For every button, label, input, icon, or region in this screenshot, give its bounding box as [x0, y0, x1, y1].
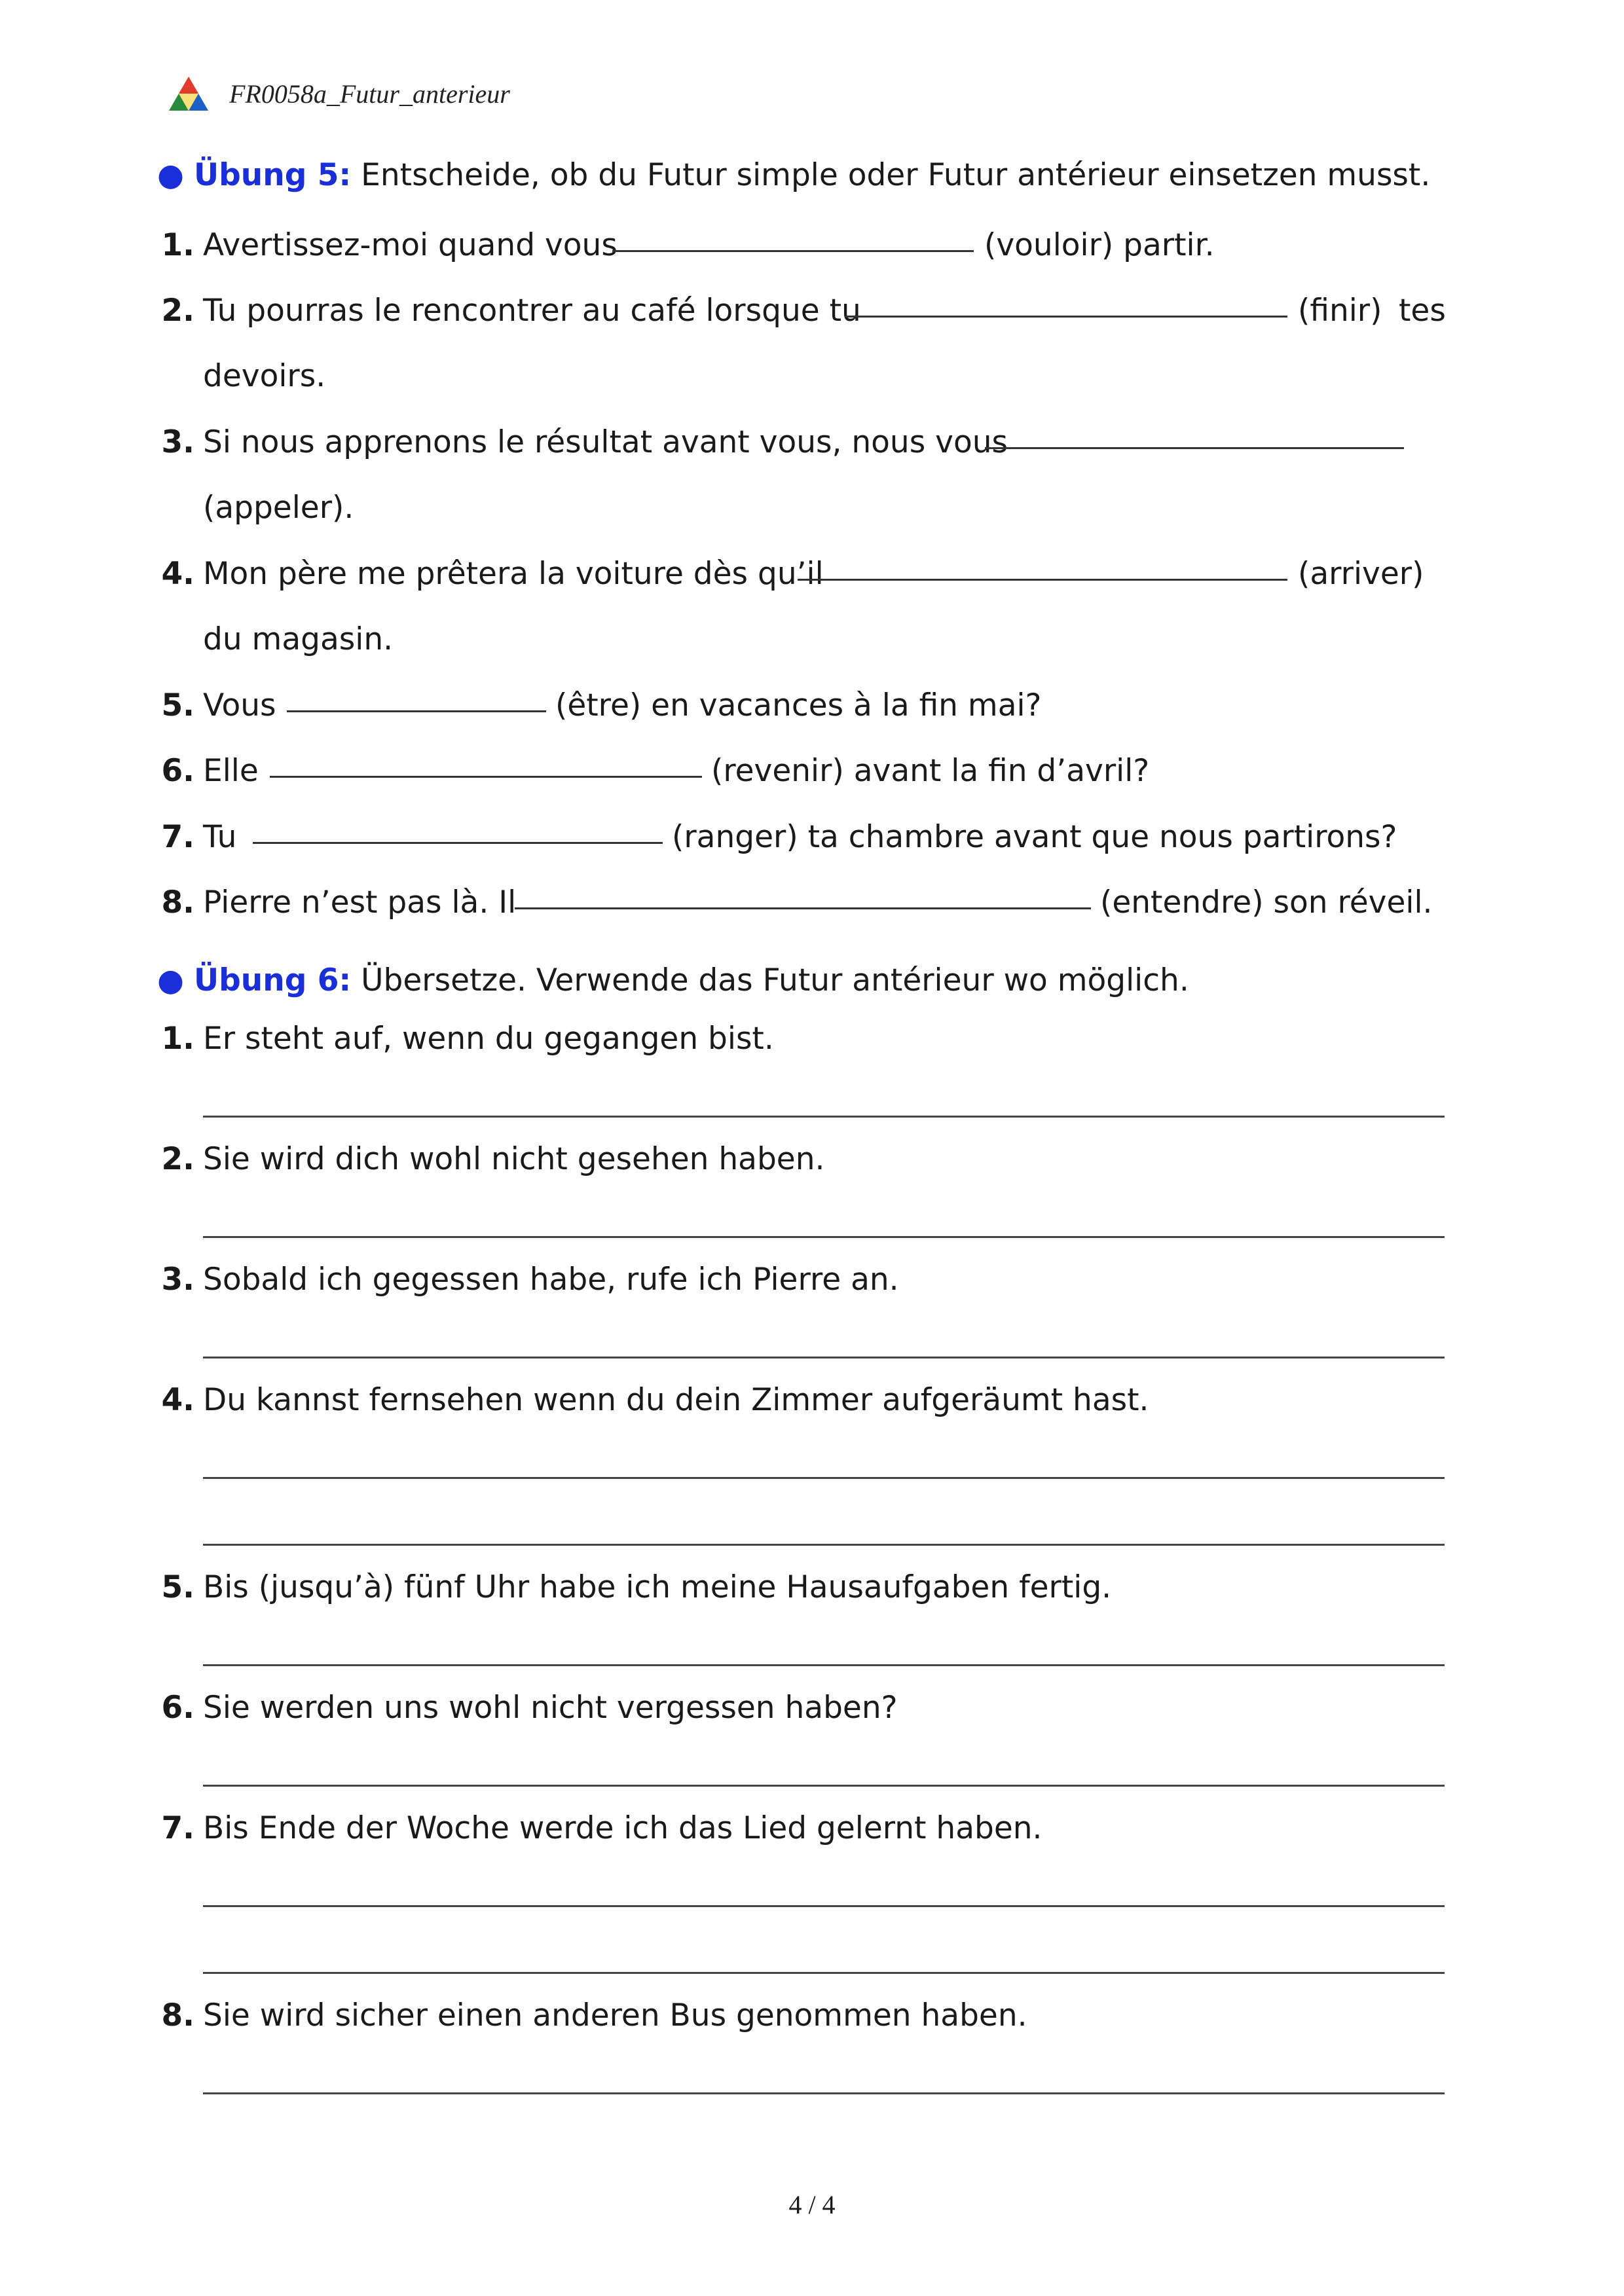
item-number: 7. — [161, 1810, 194, 1846]
item-text-continued: devoirs. — [203, 358, 326, 394]
item-number: 5. — [161, 687, 194, 723]
exercise-6-instruction: Übersetze. Verwende das Futur antérieur wo möglich. — [361, 962, 1189, 998]
ex5-item-7 — [0, 814, 1624, 860]
item-text: Sie werden uns wohl nicht vergessen haben? — [203, 1690, 898, 1726]
item-text: Sie wird sicher einen anderen Bus genommen haben. — [203, 1997, 1027, 2033]
ex5-item-6 — [0, 748, 1624, 794]
item-number: 4. — [161, 556, 194, 592]
answer-line[interactable] — [203, 1357, 1445, 1358]
exercise-6-label: Übung 6: — [193, 962, 352, 998]
answer-blank[interactable] — [985, 420, 1404, 449]
exercise-6-heading — [157, 961, 1189, 1000]
item-text-after: (revenir) avant la fin d’avril? — [711, 753, 1150, 789]
answer-line[interactable] — [203, 1972, 1445, 1974]
answer-blank[interactable] — [253, 814, 663, 844]
ex5-item-3-continued — [0, 485, 1624, 531]
item-text: Tu — [203, 819, 237, 855]
item-number: 6. — [161, 1690, 194, 1726]
item-number: 1. — [161, 227, 194, 263]
document-code: FR0058a_Futur_anterieur — [229, 79, 510, 109]
item-text: Avertissez-moi quand vous — [203, 227, 618, 263]
item-text-after: tes — [1399, 293, 1446, 329]
page-number: 4 / 4 — [788, 2190, 836, 2219]
item-number: 7. — [161, 819, 194, 855]
item-text: Sie wird dich wohl nicht gesehen haben. — [203, 1141, 825, 1177]
ex5-item-2-continued — [0, 354, 1624, 399]
answer-line[interactable] — [203, 2092, 1445, 2094]
exercise-5-heading — [157, 156, 1430, 195]
item-number: 4. — [161, 1382, 194, 1418]
item-text: Si nous apprenons le résultat avant vous, nous vous — [203, 424, 1008, 460]
answer-blank[interactable] — [287, 683, 546, 712]
bullet-icon: ● — [157, 157, 185, 193]
item-text: Mon père me prêtera la voiture dès qu’il — [203, 556, 824, 592]
item-number: 5. — [161, 1569, 194, 1605]
item-text-after: (finir) — [1298, 293, 1382, 329]
ex5-item-1 — [0, 223, 1624, 268]
ex5-item-8 — [0, 880, 1624, 926]
exercise-5-label: Übung 5: — [193, 157, 352, 193]
item-text: Bis (jusqu’à) fünf Uhr habe ich meine Hausaufgaben fertig. — [203, 1569, 1112, 1605]
ex6-item-6 — [0, 1685, 1624, 1731]
ex6-item-5 — [0, 1565, 1624, 1611]
item-text: Elle — [203, 753, 259, 789]
answer-line[interactable] — [203, 1116, 1445, 1118]
ex5-item-4-continued — [0, 617, 1624, 663]
item-number: 1. — [161, 1021, 194, 1057]
exercise-5-instruction: Entscheide, ob du Futur simple oder Futur antérieur einsetzen musst. — [361, 157, 1431, 193]
item-number: 2. — [161, 293, 194, 329]
item-text-continued: (appeler). — [203, 490, 354, 526]
item-text-after: (arriver) — [1298, 556, 1424, 592]
answer-line[interactable] — [203, 1236, 1445, 1238]
item-number: 3. — [161, 424, 194, 460]
answer-line[interactable] — [203, 1544, 1445, 1546]
item-text: Vous — [203, 687, 276, 723]
item-text-after: (entendre) son réveil. — [1100, 884, 1433, 920]
item-number: 2. — [161, 1141, 194, 1177]
item-text: Sobald ich gegessen habe, rufe ich Pierre an. — [203, 1262, 899, 1298]
item-number: 6. — [161, 753, 194, 789]
ex5-item-5 — [0, 683, 1624, 729]
answer-blank[interactable] — [515, 880, 1091, 909]
triangle-logo-icon — [168, 75, 210, 112]
item-text-after: (être) en vacances à la fin mai? — [555, 687, 1042, 723]
item-text-after: (ranger) ta chambre avant que nous partirons? — [672, 819, 1397, 855]
ex6-item-8 — [0, 1993, 1624, 2039]
item-text: Bis Ende der Woche werde ich das Lied gelernt haben. — [203, 1810, 1043, 1846]
ex6-item-2 — [0, 1137, 1624, 1182]
ex5-item-3 — [0, 420, 1624, 465]
item-text: Pierre n’est pas là. Il — [203, 884, 517, 920]
ex6-item-1 — [0, 1016, 1624, 1062]
ex6-item-7 — [0, 1806, 1624, 1851]
item-text: Du kannst fernsehen wenn du dein Zimmer aufgeräumt hast. — [203, 1382, 1149, 1418]
answer-line[interactable] — [203, 1477, 1445, 1479]
ex6-item-3 — [0, 1257, 1624, 1303]
bullet-icon: ● — [157, 962, 185, 998]
item-text: Er steht auf, wenn du gegangen bist. — [203, 1021, 774, 1057]
ex5-item-2 — [0, 288, 1624, 334]
item-number: 8. — [161, 884, 194, 920]
ex6-item-4 — [0, 1377, 1624, 1423]
page-header — [168, 73, 510, 114]
item-number: 8. — [161, 1997, 194, 2033]
item-text-continued: du magasin. — [203, 621, 394, 657]
item-text-after: (vouloir) partir. — [984, 227, 1215, 263]
answer-blank[interactable] — [270, 748, 702, 778]
answer-blank[interactable] — [845, 288, 1287, 318]
answer-line[interactable] — [203, 1664, 1445, 1666]
item-text: Tu pourras le rencontrer au café lorsque tu — [203, 293, 861, 329]
item-number: 3. — [161, 1262, 194, 1298]
answer-line[interactable] — [203, 1905, 1445, 1907]
answer-line[interactable] — [203, 1785, 1445, 1787]
answer-blank[interactable] — [612, 223, 974, 252]
ex5-item-4 — [0, 551, 1624, 597]
answer-blank[interactable] — [798, 551, 1287, 581]
